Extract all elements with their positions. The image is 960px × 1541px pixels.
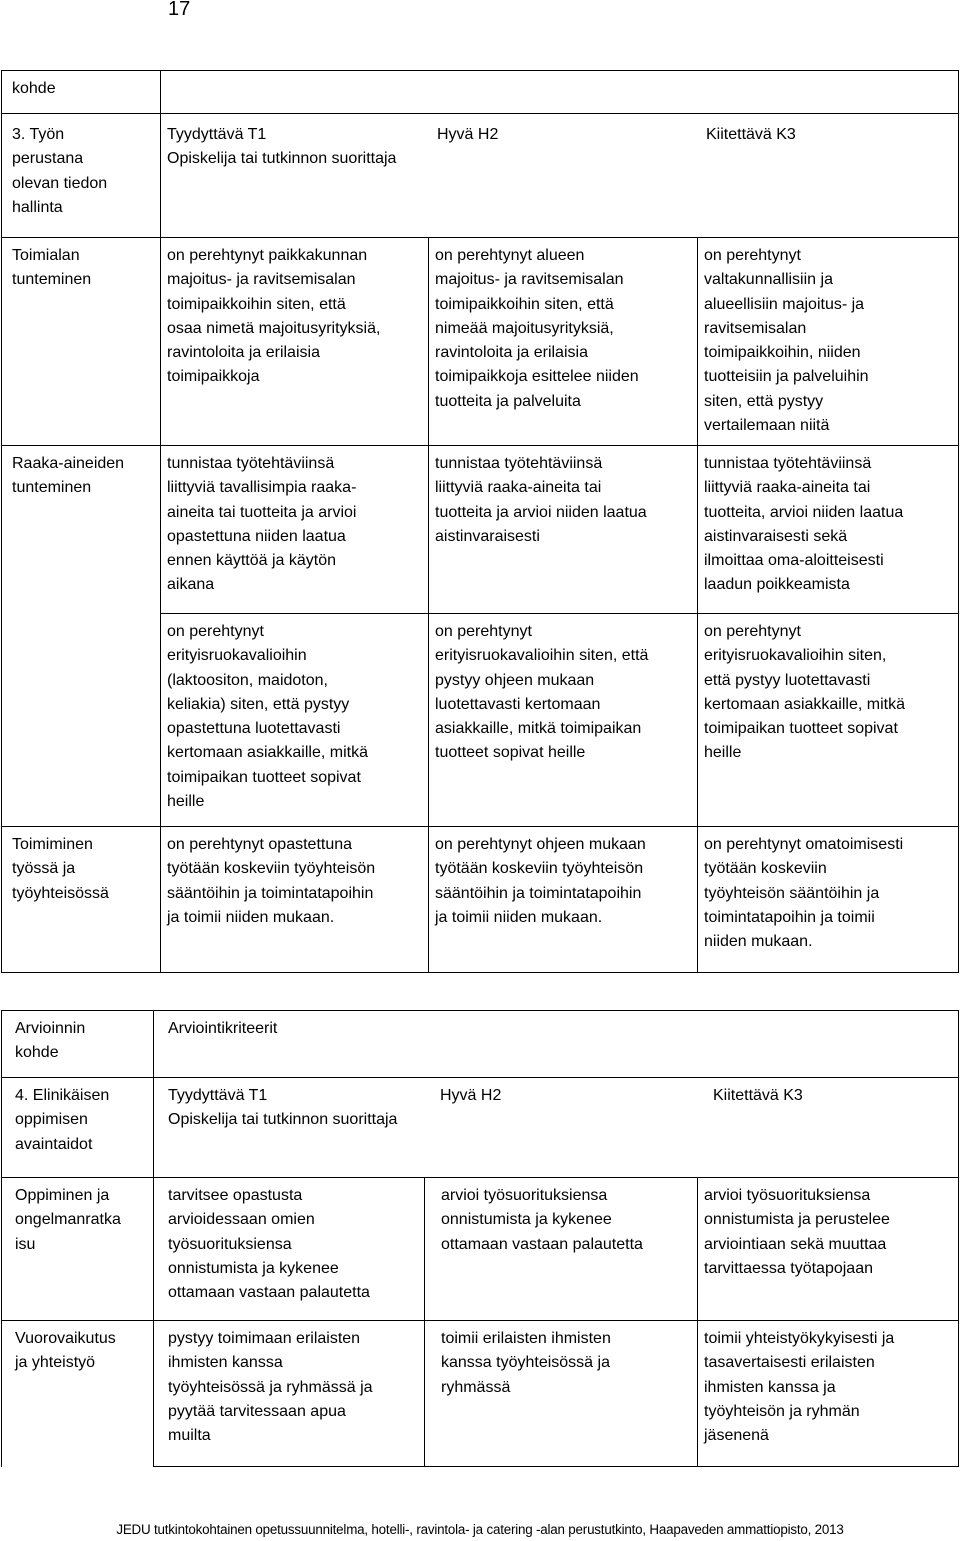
table1-row-t1-cell	[161, 827, 429, 973]
table1-row-h2-cell	[429, 238, 698, 446]
table1-level-k3: Kiitettävä K3	[706, 126, 796, 143]
table1-row-t1-cell	[161, 614, 429, 827]
table2-row-t1-cell	[154, 1321, 425, 1467]
table1-row-label-cell	[2, 238, 161, 446]
table2-performer: Opiskelija tai tutkinnon suorittaja	[168, 1111, 398, 1129]
table1-row-t1: on perehtynyt erityisruokavalioihin (laktoositon, maidoton, keliakia) siten, että pystyy opastettuna luotettavasti kertomaan asiakkaille, mitkä toimipaikan tuotteet sopivat heille	[167, 623, 368, 811]
page-number: 17	[168, 0, 191, 20]
table1-row-h2-cell	[429, 614, 698, 827]
table1-row-label-cell	[2, 614, 161, 827]
table1-row-h2-cell	[429, 446, 698, 614]
table2-level-t1: Tyydyttävä T1	[168, 1087, 268, 1104]
table2-row-label: Oppiminen ja ongelmanratka isu	[15, 1187, 121, 1253]
table2-row-t1-cell	[154, 1178, 425, 1321]
table1-performer: Opiskelija tai tutkinnon suorittaja	[167, 150, 397, 168]
table1-header-levels-cell	[161, 114, 959, 238]
table2-level-k3: Kiitettävä K3	[713, 1087, 803, 1104]
table1-row-k3-cell	[698, 446, 959, 614]
table1-header-subject-cell	[2, 114, 161, 238]
table1-row-label: Raaka-aineiden tunteminen	[12, 455, 125, 497]
assessment-table-4	[1, 1010, 959, 1467]
page-footer: JEDU tutkintokohtainen opetussuunnitelma, hotelli-, ravintola- ja catering -alan perustutkinto, Haapaveden ammattiopisto, 2013	[116, 1522, 844, 1537]
table2-header-subject-cell	[2, 1078, 154, 1178]
table1-row-t1-cell	[161, 238, 429, 446]
table2-row-label-cell	[2, 1178, 154, 1321]
table2-row-label-cell	[2, 1321, 154, 1467]
table2-criteria-label: Arviointikriteerit	[168, 1020, 278, 1037]
table1-row-label: Toimialan tunteminen	[12, 247, 92, 289]
table2-subject-label: Arvioinnin kohde	[15, 1020, 86, 1062]
table1-row-k3: on perehtynyt omatoimisesti työtään koskeviin työyhteisön sääntöihin ja toimintatapoihin ja toimii niiden mukaan.	[704, 836, 904, 951]
table2-subject-label-cell	[2, 1011, 154, 1078]
table2-row-t1: tarvitsee opastusta arvioidessaan omien työsuorituksiensa onnistumista ja kykenee ottamaan vastaan palautetta	[168, 1187, 370, 1302]
table1-level-t1: Tyydyttävä T1	[167, 126, 267, 143]
table1-row-k3: on perehtynyt valtakunnallisiin ja alueellisiin majoitus- ja ravitsemisalan toimipaikkoihin, niiden tuotteisiin ja palveluihin siten, että pystyy vertailemaan niitä	[704, 247, 869, 435]
table2-row-h2: toimii erilaisten ihmisten kanssa työyhteisössä ja ryhmässä	[441, 1330, 611, 1396]
table1-row-t1: tunnistaa työtehtäviinsä liittyviä tavallisimpia raaka- aineita tai tuotteita ja arvioi opastettuna niiden laatua ennen käyttöä ja käytön aikana	[167, 455, 357, 594]
table1-header-subject: 3. Työn perustana olevan tiedon hallinta	[12, 126, 108, 216]
table1-row-t1: on perehtynyt opastettuna työtään koskeviin työyhteisön sääntöihin ja toimintatapoihin ja toimii niiden mukaan.	[167, 836, 376, 926]
table1-row-h2: on perehtynyt ohjeen mukaan työtään koskeviin työyhteisön sääntöihin ja toimintatapoihin ja toimii niiden mukaan.	[435, 836, 646, 926]
table1-row-t1-cell	[161, 446, 429, 614]
table2-row-k3-cell	[698, 1321, 959, 1467]
table1-row-h2: on perehtynyt erityisruokavalioihin siten, että pystyy ohjeen mukaan luotettavasti kertomaan asiakkaille, mitkä toimipaikan tuotteet sopivat heille	[435, 623, 649, 762]
table2-header-subject: 4. Elinikäisen oppimisen avaintaidot	[15, 1087, 110, 1153]
table2-row-h2-cell	[425, 1321, 698, 1467]
table1-row-k3-cell	[698, 827, 959, 973]
table2-row-h2: arvioi työsuorituksiensa onnistumista ja kykenee ottamaan vastaan palautetta	[441, 1187, 643, 1253]
table2-row-label: Vuorovaikutus ja yhteistyö	[15, 1330, 116, 1372]
table1-row-label-cell	[2, 827, 161, 973]
table1-top-label-cell	[2, 71, 161, 114]
table1-level-h2: Hyvä H2	[437, 126, 499, 143]
table1-row-label: Toimiminen työssä ja työyhteisössä	[12, 836, 109, 902]
table2-row-k3: toimii yhteistyökykyisesti ja tasavertaisesti erilaisten ihmisten kanssa ja työyhteisön ja ryhmän jäsenenä	[704, 1330, 895, 1445]
table2-row-k3: arvioi työsuorituksiensa onnistumista ja perustelee arviointiaan sekä muuttaa tarvittaessa työtapojaan	[704, 1187, 890, 1277]
table1-row-k3-cell	[698, 238, 959, 446]
table2-row-t1: pystyy toimimaan erilaisten ihmisten kanssa työyhteisössä ja ryhmässä ja pyytää tarvitessaan apua muilta	[168, 1330, 373, 1445]
table2-header-levels-cell	[154, 1078, 959, 1178]
table1-row-k3-cell	[698, 614, 959, 827]
table1-row-h2-cell	[429, 827, 698, 973]
table1-row-t1: on perehtynyt paikkakunnan majoitus- ja ravitsemisalan toimipaikkoihin siten, että osaa nimetä majoitusyrityksiä, ravintoloita ja erilaisia toimipaikkoja	[167, 247, 381, 386]
table1-top-label: kohde	[12, 80, 56, 97]
table2-row-k3-cell	[698, 1178, 959, 1321]
table1-row-h2: tunnistaa työtehtäviinsä liittyviä raaka-aineita tai tuotteita ja arvioi niiden laatua aistinvaraisesti	[435, 455, 647, 545]
table1-row-h2: on perehtynyt alueen majoitus- ja ravitsemisalan toimipaikkoihin siten, että nimeää majoitusyrityksiä, ravintoloita ja erilaisia toimipaikkoja esittelee niiden tuotteita ja palveluita	[435, 247, 639, 410]
assessment-table-3	[1, 70, 959, 973]
table2-level-row	[168, 1084, 952, 1108]
table1-row-k3: on perehtynyt erityisruokavalioihin siten, että pystyy luotettavasti kertomaan asiakkaille, mitkä toimipaikan tuotteet sopivat heille	[704, 623, 905, 762]
table1-top-blank-cell	[161, 71, 959, 114]
table2-row-h2-cell	[425, 1178, 698, 1321]
table1-row-k3: tunnistaa työtehtäviinsä liittyviä raaka-aineita tai tuotteita, arvioi niiden laatua aistinvaraisesti sekä ilmoittaa oma-aloitteisesti laadun poikkeamista	[704, 455, 904, 594]
table1-row-label-cell	[2, 446, 161, 614]
table1-level-row	[167, 123, 952, 147]
table2-level-h2: Hyvä H2	[440, 1087, 502, 1104]
table2-criteria-cell	[154, 1011, 959, 1078]
